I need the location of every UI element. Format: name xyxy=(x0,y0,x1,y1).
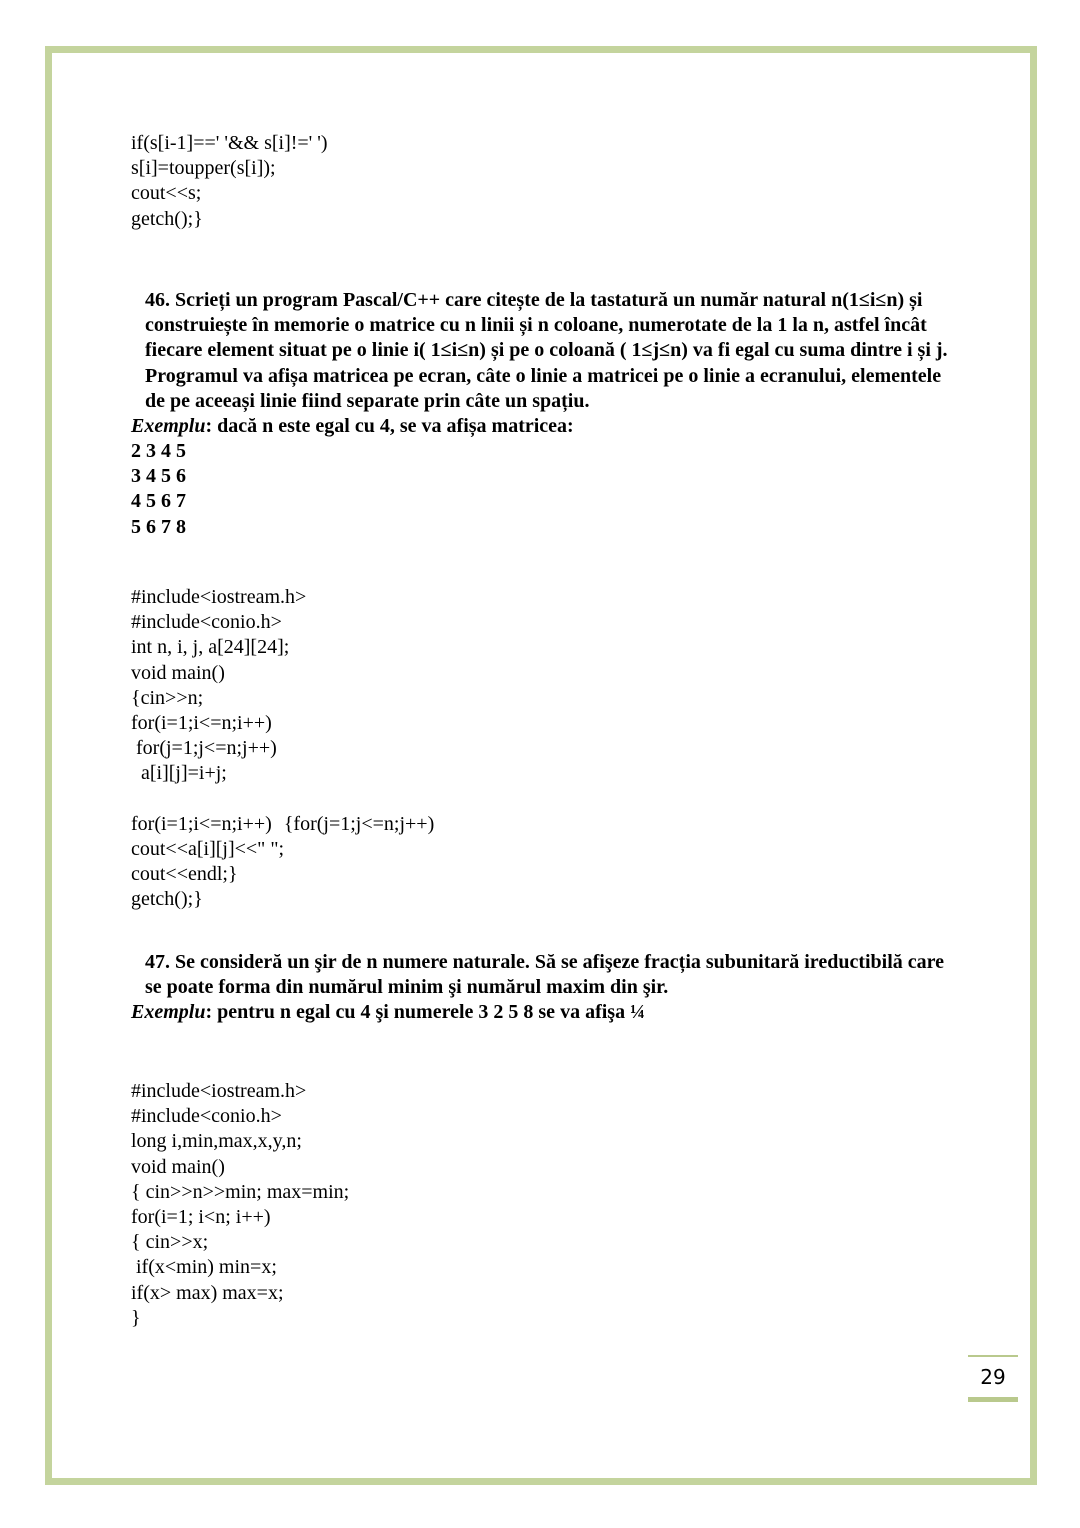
code-line: {for(j=1;j<=n;j++) xyxy=(283,812,435,835)
code-line: #include<conio.h> xyxy=(131,1105,282,1128)
example-label: Exemplu xyxy=(131,415,206,437)
example-text: : pentru n egal cu 4 şi numerele 3 2 5 8 se va afişa ¼ xyxy=(205,1001,646,1023)
code-line: int n, i, j, a[24][24]; xyxy=(131,636,290,659)
code-line: cout<<a[i][j]<<" "; xyxy=(131,837,285,860)
matrix-row: 2 3 4 5 xyxy=(131,440,186,462)
code-line: { cin>>x; xyxy=(131,1231,209,1254)
code-line: s[i]=toupper(s[i]); xyxy=(131,157,276,180)
code-line: if(s[i-1]==' '&& s[i]!=' ') xyxy=(131,132,328,154)
code-line: void main() xyxy=(131,661,225,684)
matrix-row: 4 5 6 7 xyxy=(131,490,186,513)
code-line: cout<<endl;} xyxy=(131,863,238,886)
code-line: cout<<s; xyxy=(131,182,202,205)
overlapping-code-line xyxy=(131,812,434,837)
statement-line: 47. Se consideră un şir de n numere naturale. Să se afişeze fracția subunitară ireductibilă care xyxy=(145,951,945,973)
code-line: #include<conio.h> xyxy=(131,611,282,634)
problem-47-statement xyxy=(145,950,944,1000)
example-matrix xyxy=(131,439,186,540)
code-line: for(i=1;i<=n;i++) xyxy=(131,812,272,835)
code-line xyxy=(131,787,434,812)
code-line: { cin>>n>>min; max=min; xyxy=(131,1180,350,1203)
problem-46-example xyxy=(131,414,574,439)
statement-line: construiește în memorie o matrice cu n linii și n coloane, numerotate de la 1 la n, astfel încât xyxy=(145,314,927,337)
problem-47-example xyxy=(131,1000,645,1025)
code-line: getch();} xyxy=(131,207,203,230)
code-line: for(i=1; i<n; i++) xyxy=(131,1205,271,1228)
code-line: for(i=1;i<=n;i++) xyxy=(131,711,272,734)
page-number xyxy=(968,1355,1018,1402)
code-line: void main() xyxy=(131,1155,225,1178)
statement-line: Programul va afișa matricea pe ecran, câte o linie a matricei pe o linie a ecranului, elementele xyxy=(145,364,942,387)
divider xyxy=(968,1355,1018,1357)
code-line: if(x> max) max=x; xyxy=(131,1281,284,1304)
example-text: : dacă n este egal cu 4, se va afișa matricea: xyxy=(205,415,574,437)
matrix-row: 5 6 7 8 xyxy=(131,515,186,538)
problem-46-statement xyxy=(145,288,948,414)
code-line: if(x<min) min=x; xyxy=(131,1256,277,1279)
code-line: a[i][j]=i+j; xyxy=(131,762,227,785)
code-line: for(j=1;j<=n;j++) xyxy=(131,737,277,760)
code-line: #include<iostream.h> xyxy=(131,1080,307,1102)
page-number-text: 29 xyxy=(980,1365,1006,1389)
code-line: {cin>>n; xyxy=(131,686,204,709)
code-block-1 xyxy=(131,131,328,232)
statement-line: fiecare element situat pe o linie i( 1≤i≤n) și pe o coloană ( 1≤j≤n) va fi egal cu suma dintre i și j. xyxy=(145,339,948,362)
code-line: getch();} xyxy=(131,888,203,911)
code-line: long i,min,max,x,y,n; xyxy=(131,1130,302,1153)
code-line: } xyxy=(131,1306,141,1329)
statement-line: 46. Scrieți un program Pascal/C++ care citește de la tastatură un număr natural n(1≤i≤n) și xyxy=(145,289,923,311)
statement-line: de pe aceeași linie fiind separate prin câte un spațiu. xyxy=(145,389,590,412)
code-block-2 xyxy=(131,585,434,912)
matrix-row: 3 4 5 6 xyxy=(131,465,186,488)
code-line: #include<iostream.h> xyxy=(131,586,307,608)
divider xyxy=(968,1397,1018,1402)
example-label: Exemplu xyxy=(131,1001,206,1023)
statement-line: se poate forma din numărul minim şi numărul maxim din şir. xyxy=(145,976,669,999)
code-block-3 xyxy=(131,1079,349,1331)
